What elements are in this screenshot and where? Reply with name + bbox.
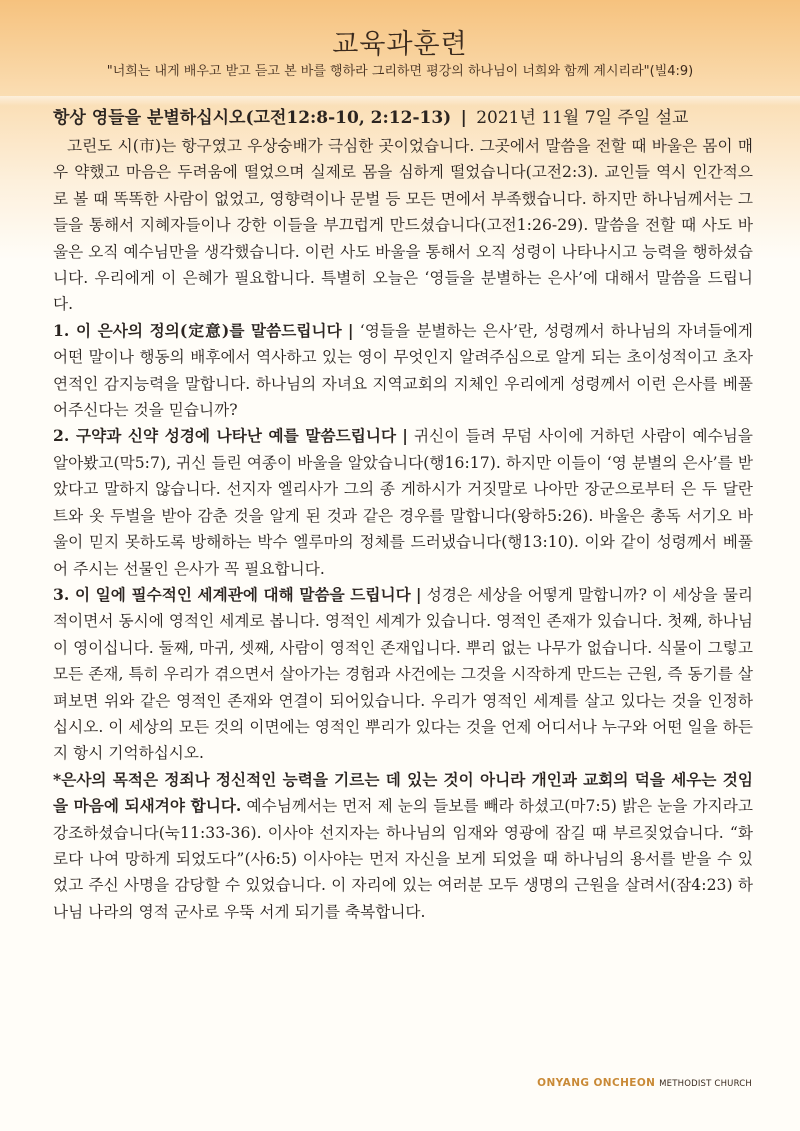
closing-body: 예수님께서는 먼저 제 눈의 들보를 빼라 하셨고(마7:5) 밝은 눈을 가지라고 강조하셨습니다(눅11:33-36). 이사야 선지자는 하나님의 임재와 영광에 잠길 때 부르짖었습니다. “화로다 나여 망하게 되었도다”(사6:5) 이사야는 먼저 자신을 보게 되었을 때 하나님의 용서를 받을 수 있었고 주신 사명을 감당할 수 있었습니다. 이 자리에 있는 여러분 모두 생명의 근원을 살려서(잠4:23) 하나님 나라의 영적 군사로 우뚝 서게 되기를 축복합니다. [53, 797, 753, 921]
church-name: ONYANG ONCHEON [537, 1077, 656, 1089]
point-3-body: 성경은 세상을 어떻게 말합니까? 이 세상을 물리적이면서 동시에 영적인 세계로 봅니다. 영적인 세계가 있습니다. 영적인 존재가 있습니다. 첫째, 하나님이 영이십니다. 둘째, 마귀, 셋째, 사람이 영적인 존재입니다. 뿌리 없는 나무가 없습니다. 식물이 그렇고 모든 존재, 특히 우리가 겪으면서 살아가는 경험과 사건에는 그것을 시작하게 만드는 근원, 즉 동기를 살펴보면 위와 같은 영적인 존재와 연결이 되어있습니다. 우리가 영적인 세계를 살고 있다는 것을 인정하십시오. 이 세상의 모든 것의 이면에는 영적인 뿌리가 있다는 것을 언제 어디서나 누구와 어떤 일을 하든지 항시 기억하십시오. [53, 585, 754, 763]
point-2-body: 귀신이 들려 무덤 사이에 거하던 사람이 예수님을 알아봤고(막5:7), 귀신 들린 여종이 바울을 알았습니다(행16:17). 하지만 이들이 ‘영 분별의 은사’를 받았다고 말하지 않습니다. 선지자 엘리사가 그의 종 게하시가 거짓말로 나아만 장군으로부터 은 두 달란트와 옷 두벌을 받아 감춘 것을 알게 된 것과 같은 경우를 말합니다(왕하5:26). 바울은 총독 서기오 바울이 믿지 못하도록 방해하는 박수 엘루마의 정체를 드러냈습니다(행13:10). 이와 같이 성령께서 베풀어 주시는 선물인 은사가 꼭 필요합니다. [53, 427, 754, 578]
church-subtitle: METHODIST CHURCH [659, 1079, 752, 1089]
point-1-body: ‘영들을 분별하는 은사’란, 성령께서 하나님의 자녀들에게 어떤 말이나 행동의 배후에서 역사하고 있는 영이 무엇인지 알려주심으로 알게 되는 초이성적이고 초자연적인 감지능력을 말합니다. 하나님의 자녀요 지역교회의 지체인 우리에게 성령께서 이런 은사를 베풀어주신다는 것을 믿습니까? [53, 321, 753, 420]
sermon-heading [53, 103, 753, 133]
point-2-heading: 2. 구약과 신약 성경에 나타난 예를 말씀드립니다 [53, 426, 397, 446]
page-header [0, 0, 800, 96]
church-footer [537, 1077, 752, 1089]
closing-paragraph [53, 767, 753, 925]
point-3 [53, 582, 753, 767]
sermon-body [53, 103, 753, 925]
point-2-separator: | [402, 426, 408, 446]
sermon-intro: 고린도 시(市)는 항구였고 우상숭배가 극심한 곳이었습니다. 그곳에서 말씀을 전할 때 바울은 몸이 매우 약했고 마음은 두려움에 떨었으며 실제로 몸을 심하게 떨었습니다(고전2:3). 교인들 역시 인간적으로 볼 때 똑똑한 사람이 없었고, 영향력이나 문벌 등 모든 면에서 부족했습니다. 하지만 하나님께서는 그들을 통해서 지혜자들이나 강한 이들을 부끄럽게 만드셨습니다(고전1:26-29). 말씀을 전할 때 사도 바울은 오직 예수님만을 생각했습니다. 이런 사도 바울을 통해서 오직 성령이 나타나시고 능력을 행하셨습니다. 우리에게 이 은혜가 필요합니다. 특별히 오늘은 ‘영들을 분별하는 은사’에 대해서 말씀을 드립니다. [53, 137, 753, 314]
point-3-separator: | [415, 584, 422, 604]
sermon-title: 항상 영들을 분별하십시오(고전12:8-10, 2:12-13) [53, 108, 452, 128]
page-title: 교육과훈련 [332, 29, 468, 60]
closing-emphasis: *은사의 목적은 정죄나 정신적인 능력을 기르는 데 있는 것이 아니라 개인과 교회의 덕을 세우는 것임을 마음에 되새겨야 합니다. [53, 769, 753, 816]
point-1-separator: | [347, 320, 354, 340]
point-1-heading: 1. 이 은사의 정의(定意)를 말씀드립니다 [53, 320, 342, 340]
point-3-heading: 3. 이 일에 필수적인 세계관에 대해 말씀을 드립니다 [53, 584, 411, 604]
sermon-date: 2021년 11월 7일 주일 설교 [476, 108, 689, 128]
point-2 [53, 423, 753, 581]
point-1 [53, 318, 753, 424]
bible-verse: "너희는 내게 배우고 받고 듣고 본 바를 행하라 그리하면 평강의 하나님이 너희와 함께 계시리라"(빌4:9) [106, 64, 694, 79]
heading-separator: | [460, 108, 467, 128]
